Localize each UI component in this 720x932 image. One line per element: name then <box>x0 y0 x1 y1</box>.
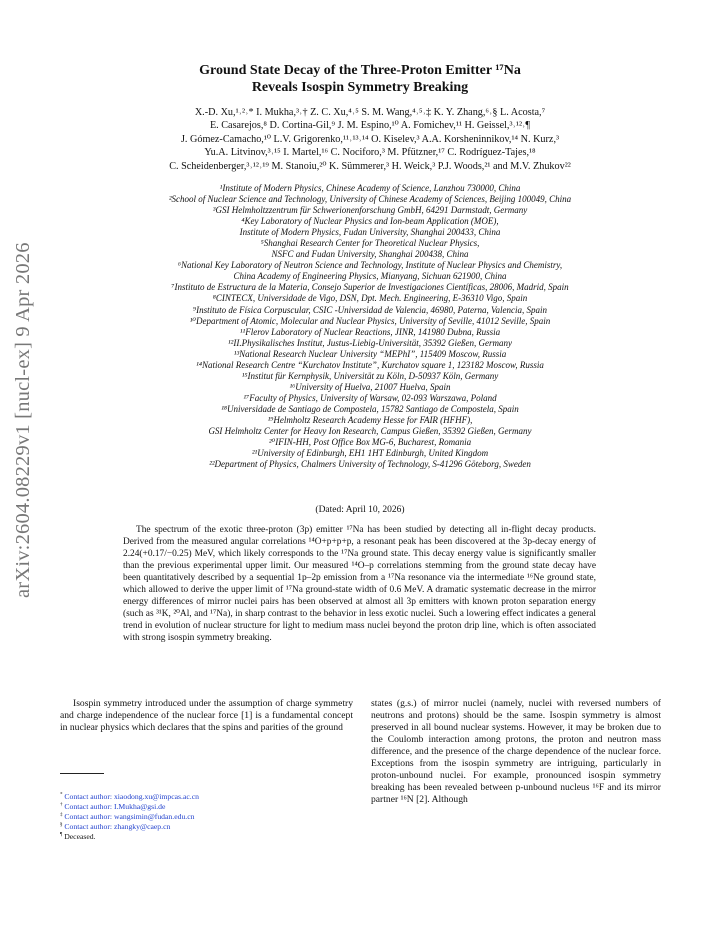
affiliation: GSI Helmholtz Center for Heavy Ion Research, Campus Gießen, 35392 Gießen, Germany <box>208 426 532 437</box>
affiliation: ²¹University of Edinburgh, EH1 1HT Edinburgh, United Kingdom <box>251 448 489 459</box>
affiliation: ³GSI Helmholtzzentrum für Schwerionenforschung GmbH, 64291 Darmstadt, Germany <box>212 205 528 216</box>
affiliation: ²²Department of Physics, Chalmers University of Technology, S-41296 Göteborg, Sweden <box>209 459 531 470</box>
footnote-mark: ¶ <box>60 832 63 838</box>
title-line-2: Reveals Isospin Symmetry Breaking <box>251 80 469 95</box>
author-line: X.-D. Xu,¹˒²˒* I. Mukha,³˒† Z. C. Xu,⁴˒⁵ S. M. Wang,⁴˒⁵˒‡ K. Y. Zhang,⁶˒§ L. Acosta,⁷ <box>194 107 546 118</box>
dated-line: (Dated: April 10, 2026) <box>315 505 405 515</box>
affiliation: ²⁰IFIN-HH, Post Office Box MG-6, Bucharest, Romania <box>268 437 472 448</box>
affiliation: ²School of Nuclear Science and Technology, University of Chinese Academy of Sciences, Beijing 100049, China <box>168 194 572 205</box>
body-text-left-column: Isospin symmetry introduced under the assumption of charge symmetry and charge independence of the nuclear force [1] is a fundamental concept in nuclear physics which declares that the spins and parities of the ground <box>60 698 353 734</box>
footnote-label: Contact author: <box>64 792 113 801</box>
footnote-mark: † <box>60 802 63 808</box>
affiliation: ¹Institute of Modern Physics, Chinese Academy of Science, Lanzhou 730000, China <box>219 183 521 193</box>
affiliation: NSFC and Fudan University, Shanghai 200438, China <box>271 249 469 260</box>
affiliation: ¹⁹Helmholtz Research Academy Hesse for FAIR (HFHF), <box>267 414 473 425</box>
affiliation: ⁵Shanghai Research Center for Theoretical Nuclear Physics, <box>260 238 480 249</box>
author-line: Yu.A. Litvinov,³˒¹⁵ I. Martel,¹⁶ C. Nociforo,³ M. Pfützner,¹⁷ C. Rodríguez-Tajes,¹⁸ <box>204 147 536 159</box>
arxiv-stamp: arXiv:2604.08229v1 [nucl-ex] 9 Apr 2026 <box>12 242 34 598</box>
email-link[interactable]: zhangky@caep.cn <box>113 822 171 831</box>
footnote-label: Contact author: <box>64 802 113 811</box>
affiliation: ¹⁰Department of Atomic, Molecular and Nuclear Physics, University of Seville, 41012 Seville, Spain <box>189 315 551 326</box>
footnote <box>60 792 199 802</box>
footnote <box>60 832 199 842</box>
affiliation: ⁹Instituto de Física Corpuscular, CSIC -Universidad de Valencia, 46980, Paterna, Valencia, Spain <box>192 304 548 315</box>
footnote-label: Contact author: <box>64 812 113 821</box>
footnote-label: Contact author: <box>64 822 113 831</box>
affiliation: ¹²II.Physikalisches Institut, Justus-Liebig-Universität, 35392 Gießen, Germany <box>227 337 513 348</box>
affiliation: Institute of Modern Physics, Fudan University, Shanghai 200433, China <box>239 227 501 238</box>
affiliation: ¹⁶University of Huelva, 21007 Huelva, Spain <box>289 381 451 392</box>
affiliation: ¹⁸Universidade de Santiago de Compostela, 15782 Santiago de Compostela, Spain <box>221 403 519 414</box>
body-text-right-column: states (g.s.) of mirror nuclei (namely, nuclei with reversed numbers of neutrons and protons) should be the same. Isospin symmetry is almost preserved in all bound nuclear systems. However, it may be broken due to the Coulomb interaction among protons, the proton and neutron mass difference, and the presence of the charge dependence of the nuclear force. Exceptions from the isospin symmetry are intriguing, particularly in proton-unbound nuclei. For example, pronounced isospin symmetry breaking has been revealed between p-unbound nucleus ¹⁶F and its mirror partner ¹⁶N [2]. Although <box>371 698 661 806</box>
title-line-1: Ground State Decay of the Three-Proton Emitter ¹⁷Na <box>199 63 521 78</box>
paper-title <box>0 62 720 96</box>
footnote <box>60 802 199 812</box>
footnote-mark: § <box>60 822 63 828</box>
affiliation: China Academy of Engineering Physics, Mianyang, Sichuan 621900, China <box>233 271 507 282</box>
footnote <box>60 812 199 822</box>
affiliation-list <box>60 183 680 470</box>
author-line: C. Scheidenberger,³˒¹²˒¹⁹ M. Stanoiu,²⁰ K. Sümmerer,³ H. Weick,³ P.J. Woods,²¹ and M.V. Zhukov²² <box>169 160 571 172</box>
author-line: E. Casarejos,⁸ D. Cortina-Gil,⁹ J. M. Espino,¹⁰ A. Fomichev,¹¹ H. Geissel,³˒¹²˒¶ <box>209 120 531 132</box>
author-list <box>60 106 680 173</box>
author-line: J. Gómez-Camacho,¹⁰ L.V. Grigorenko,¹¹˒¹³˒¹⁴ O. Kiselev,³ A.A. Korsheninnikov,¹⁴ N. Kurz,³ <box>180 133 560 145</box>
email-link[interactable]: I.Mukha@gsi.de <box>113 802 166 811</box>
affiliation: ⁴Key Laboratory of Nuclear Physics and Ion-beam Application (MOE), <box>241 216 499 227</box>
footnote-label: Deceased. <box>64 832 96 841</box>
footnote-rule <box>60 773 104 774</box>
footnotes <box>60 792 199 842</box>
footnote-mark: * <box>60 792 63 798</box>
affiliation: ¹⁷Faculty of Physics, University of Warsaw, 02-093 Warszawa, Poland <box>243 392 497 403</box>
abstract: The spectrum of the exotic three-proton (3p) emitter ¹⁷Na has been studied by detecting all in-flight decay products. Derived from the measured angular correlations ¹⁴O+p+p+p, a resonant peak has been discovered at the 3p-decay energy of 2.24(+0.17/−0.25) MeV, which likely corresponds to the ¹⁷Na ground state. This decay energy value is significantly smaller than the previous experimental upper limit. Our measured ¹⁴O–p correlations stemming from the ground state decay have been quantitatively described by a sequential 1p–2p emission from a ¹⁷Na resonance via the intermediate ¹⁶Ne ground state, which allowed to derive the upper limit of ¹⁷Na ground-state width of 0.6 MeV. A dramatic systematic decrease in the mirror energy differences of mirror nuclei pairs has been observed at almost all 3p emitters with known proton separation energy (such as ³¹K, ²⁰Al, and ¹⁷Na), in sharp contrast to the behavior in less exotic nuclei. Such a lowering effect indicates a general trend in evolution of nuclear structure for light to medium mass nuclei beyond the proton drip line, which is often associated with strong isospin symmetry breaking. <box>123 525 596 644</box>
email-link[interactable]: xiaodong.xu@impcas.ac.cn <box>113 792 199 801</box>
affiliation: ¹¹Flerov Laboratory of Nuclear Reactions, JINR, 141980 Dubna, Russia <box>239 326 501 337</box>
affiliation: ⁶National Key Laboratory of Neutron Science and Technology, Institute of Nuclear Physics and Chemistry, <box>177 260 563 271</box>
affiliation: ⁷Instituto de Estructura de la Materia, Consejo Superior de Investigaciones Científicas, 28006, Madrid, Spain <box>171 282 569 293</box>
affiliation: ¹⁵Institut für Kernphysik, Universität zu Köln, D-50937 Köln, Germany <box>241 370 499 381</box>
email-link[interactable]: wangsimin@fudan.edu.cn <box>113 812 195 821</box>
affiliation: ¹³National Research Nuclear University “MEPhI”, 115409 Moscow, Russia <box>233 348 507 359</box>
footnote <box>60 822 199 832</box>
affiliation: ¹⁴National Research Centre “Kurchatov Institute”, Kurchatov square 1, 123182 Moscow, Russia <box>196 359 544 370</box>
affiliation: ⁸CINTECX, Universidade de Vigo, DSN, Dpt. Mech. Engineering, E-36310 Vigo, Spain <box>212 293 528 304</box>
footnote-mark: ‡ <box>60 812 63 818</box>
